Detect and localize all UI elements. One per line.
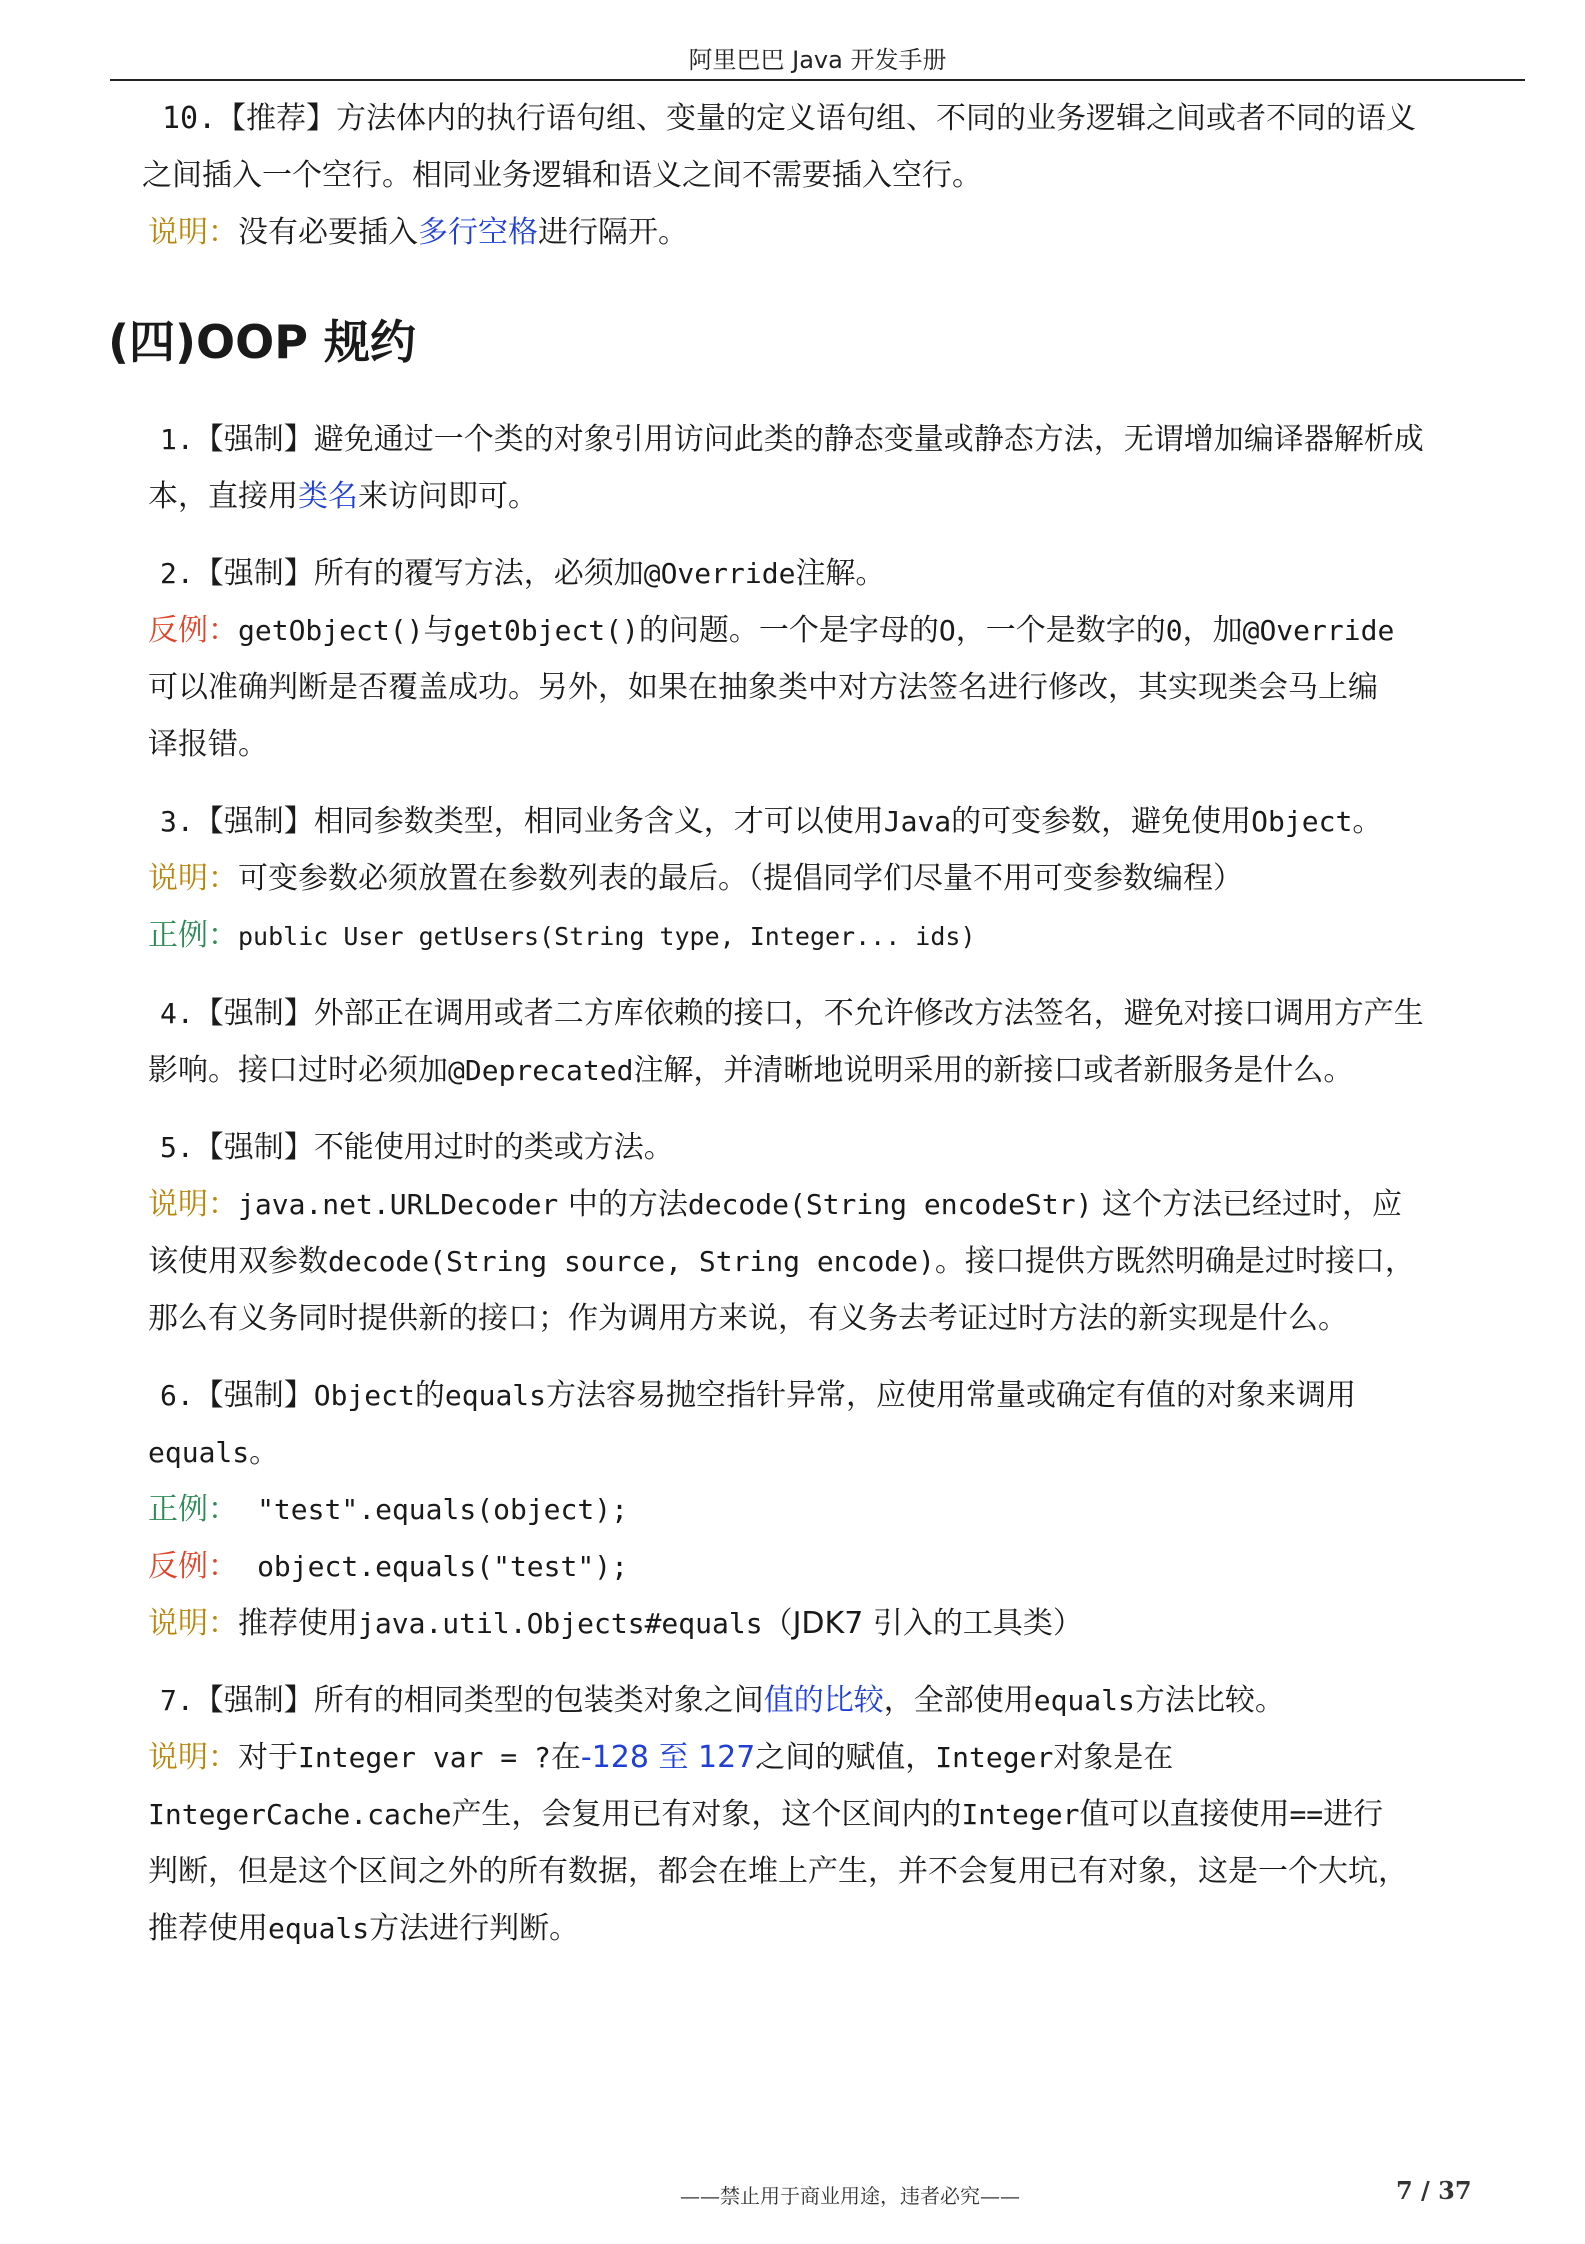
item-text: 【强制】所有的覆写方法，必须加: [193, 556, 644, 591]
note-label: 说明：: [148, 861, 238, 896]
inline-code: Object: [1251, 805, 1353, 838]
example-label: 正例：: [148, 918, 238, 953]
inline-code: equals: [1033, 1684, 1135, 1717]
inline-code: equals: [444, 1379, 547, 1412]
inline-code: decode(String source, String encode): [328, 1245, 935, 1278]
note-label: 说明：: [148, 1606, 238, 1641]
counter-example-label: 反例：: [148, 613, 238, 648]
link-text[interactable]: -128 至 127: [580, 1740, 756, 1775]
item-text: ，一个是数字的: [955, 613, 1166, 648]
rule-item-4: [110, 985, 1525, 1099]
page-header: 阿里巴巴 Java 开发手册: [688, 46, 947, 74]
note-text: 值可以直接使用: [1079, 1797, 1290, 1832]
note-text: 。接口提供方既然明确是过时接口，: [934, 1244, 1415, 1279]
item-text: 【强制】避免通过一个类的对象引用访问此类的静态变量或静态方法，无谓增加编译器解析成: [193, 422, 1424, 457]
item-text: 影响。接口过时必须加: [148, 1053, 448, 1088]
note-label: 说明：: [148, 215, 238, 250]
rule-item-10: [110, 90, 1525, 204]
item-text: 之间插入一个空行。相同业务逻辑和语义之间不需要插入空行。: [142, 158, 982, 193]
note-text: （JDK7 引入的工具类）: [762, 1606, 1083, 1641]
note-text: 进行: [1323, 1797, 1384, 1832]
item-number: 7.: [160, 1684, 194, 1717]
inline-code: @Deprecated: [448, 1054, 634, 1087]
inline-code: Object: [313, 1379, 415, 1412]
item-text: 的问题。一个是字母的: [638, 613, 939, 648]
item-number: 6.: [160, 1379, 194, 1412]
item-text: 的可变参数，避免使用: [951, 804, 1252, 839]
inline-code: equals: [268, 1912, 370, 1945]
item-text: 方法比较。: [1134, 1683, 1285, 1718]
item-text: 。: [1352, 804, 1383, 839]
note-text: 判断，但是这个区间之外的所有数据，都会在堆上产生，并不会复用已有对象，这是一个大坑，: [148, 1854, 1408, 1889]
example-label: 正例：: [148, 1492, 238, 1527]
inline-code: get0bject(): [453, 614, 639, 647]
inline-code: Integer: [961, 1798, 1080, 1831]
item-text: 【强制】不能使用过时的类或方法。: [193, 1130, 674, 1165]
item-text: 的: [414, 1378, 445, 1413]
inline-code: Java: [883, 805, 952, 838]
note-text: 在: [550, 1740, 581, 1775]
rule-item-6: [110, 1367, 1525, 1652]
rule-item-3: [110, 793, 1525, 965]
inline-code: java.net.URLDecoder: [238, 1188, 559, 1221]
code-example: object.equals("test");: [257, 1550, 628, 1583]
item-text: 【推荐】方法体内的执行语句组、变量的定义语句组、不同的业务逻辑之间或者不同的语义: [216, 101, 1416, 136]
note-text: 可变参数必须放置在参数列表的最后。（提倡同学们尽量不用可变参数编程）: [238, 861, 1243, 896]
item-number: 5.: [160, 1131, 194, 1164]
item-text: ，全部使用: [883, 1683, 1034, 1718]
inline-code: getObject(): [238, 614, 424, 647]
item-number: 4.: [160, 997, 194, 1030]
inline-code: O: [938, 614, 956, 647]
rule-item-7: [110, 1672, 1525, 1957]
header-rule: [110, 79, 1525, 81]
item-text: 【强制】相同参数类型，相同业务含义，才可以使用: [193, 804, 884, 839]
note-text: 对于: [238, 1740, 298, 1775]
note-label: 说明：: [148, 1740, 238, 1775]
inline-code: java.util.Objects#equals: [358, 1607, 763, 1640]
note-text: 中的方法: [558, 1187, 688, 1222]
note-text: 没有必要插入: [238, 215, 418, 250]
rule-item-1: [110, 411, 1525, 525]
footer-slogan: ——禁止用于商业用途，违者必究——: [680, 2184, 1020, 2208]
page-number: 7 / 37: [1396, 2176, 1472, 2205]
inline-code: ==: [1289, 1798, 1324, 1831]
item-text: ，加: [1182, 613, 1243, 648]
code-example: public User getUsers(String type, Integer... ids): [238, 922, 976, 951]
note-line: [110, 204, 1525, 261]
rule-item-5: [110, 1119, 1525, 1347]
item-text: 注解。: [795, 556, 886, 591]
note-text: 产生，会复用已有对象，这个区间内的: [451, 1797, 962, 1832]
inline-code: Integer: [935, 1741, 1054, 1774]
item-number: 2.: [160, 557, 194, 590]
note-text: 之间的赋值，: [755, 1740, 936, 1775]
page-content: [110, 90, 1525, 1957]
item-number: 10.: [162, 101, 217, 136]
item-text: 【强制】所有的相同类型的包装类对象之间: [193, 1683, 764, 1718]
inline-code: IntegerCache.cache: [148, 1798, 452, 1831]
item-text: 可以准确判断是否覆盖成功。另外，如果在抽象类中对方法签名进行修改，其实现类会马上编: [148, 670, 1378, 705]
link-text[interactable]: 类名: [298, 479, 358, 514]
rule-item-2: [110, 545, 1525, 773]
note-label: 说明：: [148, 1187, 238, 1222]
counter-example-label: 反例：: [148, 1549, 238, 1584]
note-text: 对象是在: [1053, 1740, 1174, 1775]
note-text: 方法进行判断。: [369, 1911, 580, 1946]
inline-code: @Override: [1242, 614, 1395, 647]
item-text: 与: [423, 613, 454, 648]
note-text: 这个方法已经过时，应: [1092, 1187, 1402, 1222]
item-number: 3.: [160, 805, 194, 838]
item-text: 译报错。: [148, 727, 268, 762]
note-text: 推荐使用: [148, 1911, 268, 1946]
item-text: 本，直接用: [148, 479, 298, 514]
inline-code: decode(String encodeStr): [687, 1188, 1093, 1221]
inline-code: Integer var = ?: [298, 1741, 551, 1774]
code-example: "test".equals(object);: [257, 1493, 628, 1526]
note-text: 该使用双参数: [148, 1244, 328, 1279]
item-text: 来访问即可。: [358, 479, 538, 514]
section-title: (四)OOP 规约: [108, 315, 416, 369]
inline-code: 0: [1165, 614, 1183, 647]
inline-code: @Override: [643, 557, 796, 590]
note-text: 推荐使用: [238, 1606, 358, 1641]
item-number: 1.: [160, 423, 194, 456]
item-text: 。: [249, 1435, 280, 1470]
item-text: 【强制】: [193, 1378, 314, 1413]
link-text[interactable]: 值的比较: [763, 1683, 884, 1718]
item-text: 注解，并清晰地说明采用的新接口或者新服务是什么。: [633, 1053, 1354, 1088]
note-text: 进行隔开。: [538, 215, 688, 250]
link-text[interactable]: 多行空格: [418, 215, 538, 250]
item-text: 方法容易抛空指针异常，应使用常量或确定有值的对象来调用: [546, 1378, 1357, 1413]
inline-code: equals: [148, 1436, 250, 1469]
note-text: 那么有义务同时提供新的接口；作为调用方来说，有义务去考证过时方法的新实现是什么。: [148, 1301, 1348, 1336]
item-text: 【强制】外部正在调用或者二方库依赖的接口，不允许修改方法签名，避免对接口调用方产生: [193, 996, 1424, 1031]
